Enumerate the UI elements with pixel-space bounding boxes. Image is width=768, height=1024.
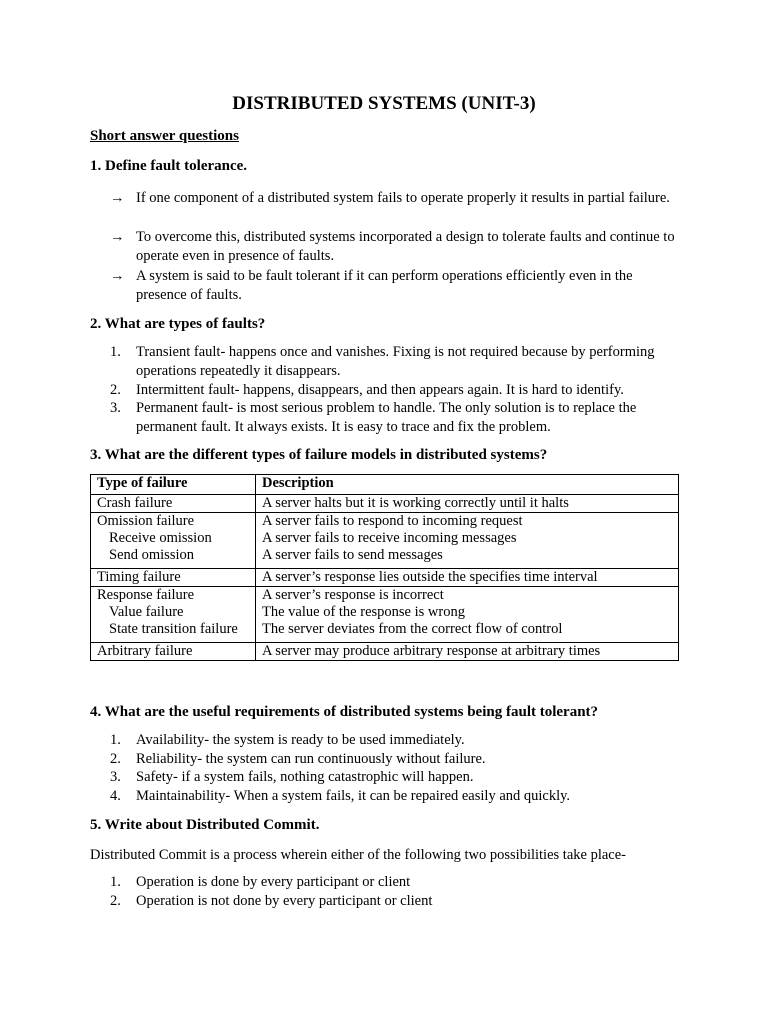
failure-subtype: Value failure	[109, 604, 184, 620]
failure-description: A server’s response lies outside the specifies time interval	[262, 569, 598, 585]
description-cell	[256, 569, 679, 587]
arrow-bullet-icon: →	[110, 190, 125, 206]
failure-description: A server fails to respond to incoming request	[262, 513, 523, 529]
failure-subtype: Send omission	[109, 547, 194, 563]
question-4: 4. What are the useful requirements of distributed systems being fault tolerant?	[90, 704, 599, 720]
failure-type: Response failure	[97, 587, 195, 603]
list-item-text: Transient fault- happens once and vanishes. Fixing is not required because by performing operations repeatedly it disappears.	[136, 344, 655, 379]
table-row	[91, 495, 679, 513]
list-item	[110, 381, 680, 400]
table-row	[91, 587, 679, 643]
failure-type-cell	[91, 643, 256, 661]
failure-type: Timing failure	[97, 569, 181, 585]
list-number: 2.	[110, 382, 121, 398]
list-item	[110, 731, 680, 750]
list-item	[110, 228, 680, 266]
list-number: 2.	[110, 751, 121, 767]
list-item	[110, 267, 680, 305]
section-subheading: Short answer questions	[90, 128, 239, 144]
list-item-text: Maintainability- When a system fails, it can be repaired easily and quickly.	[136, 788, 571, 804]
list-item	[110, 750, 680, 769]
question-1: 1. Define fault tolerance.	[90, 158, 248, 174]
column-header: Description	[256, 475, 679, 495]
list-item	[110, 892, 680, 911]
list-item-text: Operation is done by every participant or client	[136, 874, 411, 890]
failure-type: Crash failure	[97, 495, 173, 511]
list-item	[110, 399, 680, 437]
failure-subtype: State transition failure	[109, 621, 238, 637]
table-row	[91, 569, 679, 587]
failure-description: A server may produce arbitrary response at arbitrary times	[262, 643, 601, 659]
failure-type: Arbitrary failure	[97, 643, 193, 659]
list-number: 3.	[110, 400, 121, 416]
failure-type: Omission failure	[97, 513, 195, 529]
list-item-text: To overcome this, distributed systems incorporated a design to tolerate faults and continue to operate even in presence of faults.	[136, 229, 675, 264]
failure-description: A server halts but it is working correctly until it halts	[262, 495, 569, 511]
list-item-text: A system is said to be fault tolerant if it can perform operations efficiently even in the presence of faults.	[136, 268, 633, 303]
failure-description: A server fails to receive incoming messages	[262, 530, 517, 546]
arrow-bullet-icon: →	[110, 229, 125, 245]
list-item-text: Safety- if a system fails, nothing catastrophic will happen.	[136, 769, 474, 785]
list-number: 1.	[110, 732, 121, 748]
list-item-text: Intermittent fault- happens, disappears, and then appears again. It is hard to identify.	[136, 382, 624, 398]
paragraph: Distributed Commit is a process wherein either of the following two possibilities take place-	[90, 847, 626, 863]
failure-subtype: Receive omission	[109, 530, 212, 546]
list-number: 4.	[110, 788, 121, 804]
list-item-text: Availability- the system is ready to be used immediately.	[136, 732, 465, 748]
failure-type-cell	[91, 587, 256, 643]
list-item-text: Reliability- the system can run continuously without failure.	[136, 751, 486, 767]
failure-description: The value of the response is wrong	[262, 604, 465, 620]
failure-type-cell	[91, 513, 256, 569]
failure-description: The server deviates from the correct flow of control	[262, 621, 563, 637]
failure-models-table	[90, 474, 679, 661]
description-cell	[256, 643, 679, 661]
page-title: DISTRIBUTED SYSTEMS (UNIT-3)	[232, 93, 536, 114]
failure-type-cell	[91, 569, 256, 587]
failure-type-cell	[91, 495, 256, 513]
failure-description: A server fails to send messages	[262, 547, 443, 563]
list-item	[110, 768, 680, 787]
list-item	[110, 189, 680, 208]
list-number: 3.	[110, 769, 121, 785]
column-header: Type of failure	[91, 475, 256, 495]
description-cell	[256, 587, 679, 643]
failure-description: A server’s response is incorrect	[262, 587, 444, 603]
list-item-text: Operation is not done by every participant or client	[136, 893, 433, 909]
list-item	[110, 343, 680, 381]
question-3: 3. What are the different types of failure models in distributed systems?	[90, 447, 548, 463]
description-cell	[256, 513, 679, 569]
table-row	[91, 643, 679, 661]
list-item-text: If one component of a distributed system fails to operate properly it results in partial failure.	[136, 190, 670, 206]
list-item	[110, 873, 680, 892]
list-item-text: Permanent fault- is most serious problem to handle. The only solution is to replace the permanent fault. It always exists. It is easy to trace and fix the problem.	[136, 400, 637, 435]
description-cell	[256, 495, 679, 513]
arrow-bullet-icon: →	[110, 268, 125, 284]
list-number: 1.	[110, 874, 121, 890]
table-header-row	[91, 475, 679, 495]
list-item	[110, 787, 680, 806]
table-row	[91, 513, 679, 569]
question-2: 2. What are types of faults?	[90, 316, 266, 332]
list-number: 1.	[110, 344, 121, 360]
question-5: 5. Write about Distributed Commit.	[90, 817, 320, 833]
list-number: 2.	[110, 893, 121, 909]
